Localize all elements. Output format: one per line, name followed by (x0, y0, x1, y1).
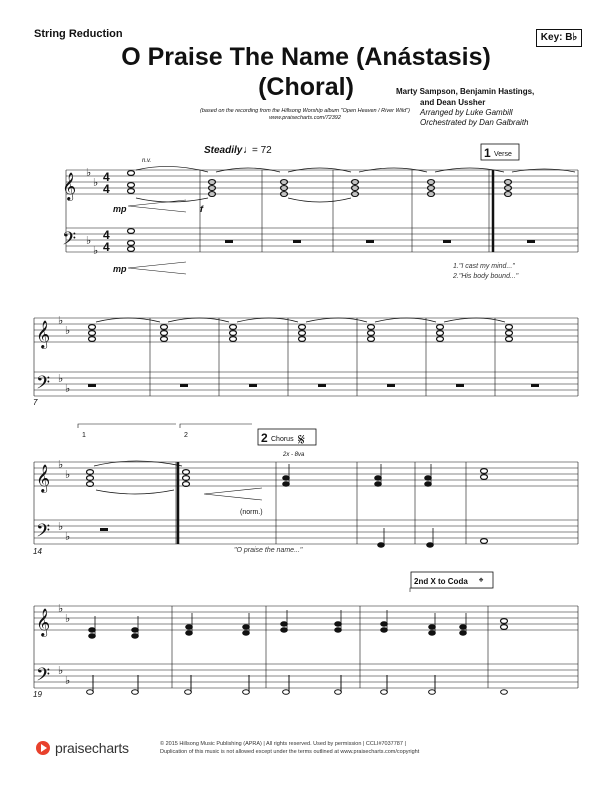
svg-text:4: 4 (103, 240, 110, 254)
svg-text:𝄢: 𝄢 (62, 228, 77, 253)
svg-text:♭: ♭ (93, 177, 99, 189)
ending-2: 2 (184, 432, 188, 439)
system-1 (66, 170, 578, 274)
system-2-bass-staff (34, 372, 578, 396)
svg-text:𝄢: 𝄢 (36, 664, 51, 689)
section-chorus-label: Chorus (271, 436, 294, 443)
based-on-text: (based on the recording from the Hillsong Worship album "Open Heaven / River Wild") (200, 108, 410, 114)
bass-half-notes (87, 675, 508, 694)
svg-text:♭: ♭ (58, 315, 64, 327)
system-1-bass-staff (66, 228, 578, 252)
lyric-verse-1: 1."I cast my mind..." (453, 263, 515, 270)
section-chorus-number: 2 (261, 431, 268, 445)
svg-text:♭: ♭ (58, 665, 64, 677)
svg-text:♭: ♭ (65, 675, 71, 687)
clefs (36, 173, 76, 689)
segno-icon: 𝄋 (298, 432, 305, 449)
system-1-notes (128, 171, 512, 252)
octave-mark: 2x - 8va (283, 452, 305, 458)
dynamic-f: f (200, 204, 203, 214)
time-signatures (103, 170, 110, 254)
quarter-note-icon: ♩ (243, 144, 254, 156)
website-text: www.praisecharts.com/72392 (269, 115, 341, 121)
copyright-line-1: © 2015 Hillsong Music Publishing (APRA) | All rights reserved. Used by permission | CCLI#7037787 | (160, 741, 406, 747)
arrangement-label: String Reduction (34, 28, 123, 40)
system-4-bass-staff (34, 664, 578, 688)
praisecharts-logo (36, 740, 129, 756)
measure-number-7: 7 (33, 398, 38, 407)
brand-name: praisecharts (55, 740, 129, 756)
dynamic-mp-treble: mp (113, 204, 127, 214)
system-2 (34, 318, 578, 396)
nv-mark: n.v. (142, 158, 152, 164)
svg-text:𝄞: 𝄞 (62, 173, 77, 200)
orchestrated-by: Orchestrated by Dan Galbraith (420, 118, 529, 127)
svg-text:♭: ♭ (65, 469, 71, 481)
key-box: Key: B♭ (536, 29, 582, 47)
writers-line-2: and Dean Ussher (420, 98, 486, 107)
svg-text:♭: ♭ (65, 613, 71, 625)
system-2-notes (89, 325, 513, 342)
svg-text:♭: ♭ (65, 531, 71, 543)
svg-text:𝄢: 𝄢 (36, 520, 51, 545)
measure-number-19: 19 (33, 690, 42, 699)
norm-mark: (norm.) (240, 509, 263, 516)
svg-text:4: 4 (103, 228, 110, 242)
svg-text:4: 4 (103, 182, 110, 196)
svg-text:♭: ♭ (58, 373, 64, 385)
coda-label: 2nd X to Coda (414, 577, 468, 586)
title-line-1: O Praise The Name (Anástasis) (121, 43, 491, 71)
svg-text:♭: ♭ (86, 235, 92, 247)
svg-text:𝄞: 𝄞 (36, 465, 51, 492)
tempo-value: = 72 (252, 145, 272, 156)
title-line-2: (Choral) (258, 73, 354, 101)
system-1-treble-staff (66, 170, 578, 194)
system-3-bass-staff (34, 520, 578, 544)
dynamic-mp-bass: mp (113, 264, 127, 274)
svg-text:♭: ♭ (58, 459, 64, 471)
copyright-line-2: Duplication of this music is not allowed except under the terms outlined at www.praisecharts.com/copyright (160, 749, 420, 755)
svg-text:♭: ♭ (93, 245, 99, 257)
svg-text:♭: ♭ (65, 325, 71, 337)
system-4 (34, 588, 578, 688)
lyric-chorus: "O praise the name..." (234, 547, 303, 554)
lyric-verse-2: 2."His body bound..." (453, 273, 519, 280)
play-icon (36, 741, 50, 755)
system-3-quarter-chords (283, 464, 434, 547)
arranged-by: Arranged by Luke Gambill (420, 108, 513, 117)
note-chords (87, 171, 513, 630)
svg-text:𝄢: 𝄢 (36, 372, 51, 397)
system-3-treble-staff (34, 462, 578, 486)
system-4-treble-staff (34, 606, 578, 630)
svg-text:𝄞: 𝄞 (36, 321, 51, 348)
writers-line-1: Marty Sampson, Benjamin Hastings, (396, 87, 535, 96)
svg-text:♭: ♭ (86, 167, 92, 179)
svg-text:♭: ♭ (65, 383, 71, 395)
rests (88, 240, 539, 531)
section-verse-number: 1 (484, 146, 491, 160)
svg-text:♭: ♭ (58, 521, 64, 533)
svg-text:4: 4 (103, 170, 110, 184)
section-verse-label: Verse (494, 151, 512, 158)
svg-text:♭: ♭ (58, 603, 64, 615)
copyright-notice (160, 740, 490, 756)
measure-number-14: 14 (33, 547, 42, 556)
coda-icon: 𝄌 (479, 575, 484, 589)
svg-text:𝄞: 𝄞 (36, 609, 51, 636)
tempo-label: Steadily (204, 145, 243, 156)
ending-1: 1 (82, 432, 86, 439)
